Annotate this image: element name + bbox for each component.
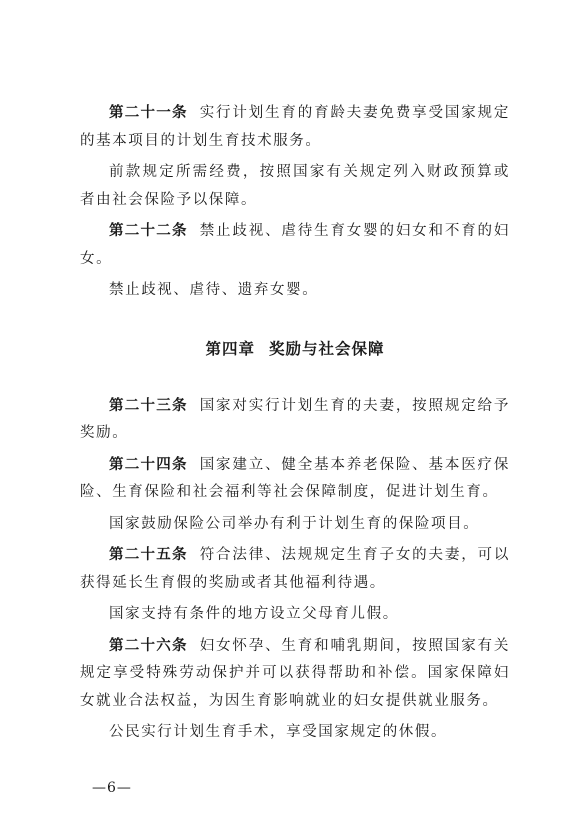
paragraph-text: 前款规定所需经费，按照国家有关规定列入财政预算或者由社会保险予以保障。 — [80, 164, 510, 208]
article-number: 第二十五条 — [109, 547, 188, 563]
article-number: 第二十六条 — [109, 637, 188, 654]
paragraph — [80, 159, 510, 214]
chapter-heading — [80, 337, 510, 359]
paragraph-text: 国家建立、健全基本养老保险、基本医疗保险、生育保险和社会福利等社会保障制度，促进计划生育。 — [80, 456, 510, 500]
paragraph-text: 妇女怀孕、生育和哺乳期间，按照国家有关规定享受特殊劳动保护并可以获得帮助和补偿。国家保障妇女就业合法权益，为因生育影响就业的妇女提供就业服务。 — [80, 637, 510, 709]
paragraph-text: 国家对实行计划生育的夫妻，按照规定给予奖励。 — [80, 397, 510, 441]
paragraph — [80, 511, 510, 539]
paragraph-text: 实行计划生育的育龄夫妻免费享受国家规定的基本项目的计划生育技术服务。 — [80, 105, 510, 149]
paragraph — [80, 719, 510, 747]
paragraph — [80, 542, 510, 597]
article-number: 第二十一条 — [109, 105, 188, 121]
paragraph-text: 禁止歧视、虐待、遗弃女婴。 — [109, 282, 319, 298]
chapter-title: 奖励与社会保障 — [269, 339, 385, 358]
article-number: 第二十三条 — [109, 397, 188, 414]
paragraph-text: 公民实行计划生育手术，享受国家规定的休假。 — [109, 724, 448, 740]
article-number: 第二十二条 — [109, 223, 188, 239]
paragraph — [80, 277, 510, 305]
article-number: 第二十四条 — [109, 456, 188, 473]
paragraph — [80, 218, 510, 273]
paragraph — [80, 601, 510, 629]
paragraph-text: 禁止歧视、虐待生育女婴的妇女和不育的妇女。 — [80, 223, 510, 267]
paragraph-text: 国家支持有条件的地方设立父母育儿假。 — [109, 606, 399, 622]
chapter-number: 第四章 — [205, 339, 255, 358]
document-body — [80, 100, 510, 751]
paragraph — [80, 100, 510, 155]
page-number: —6— — [92, 780, 132, 796]
paragraph — [80, 452, 510, 507]
paragraph — [80, 633, 510, 716]
paragraph — [80, 393, 510, 448]
paragraph-text: 符合法律、法规规定生育子女的夫妻，可以获得延长生育假的奖励或者其他福利待遇。 — [80, 547, 510, 591]
paragraph-text: 国家鼓励保险公司举办有利于计划生育的保险项目。 — [109, 515, 480, 532]
